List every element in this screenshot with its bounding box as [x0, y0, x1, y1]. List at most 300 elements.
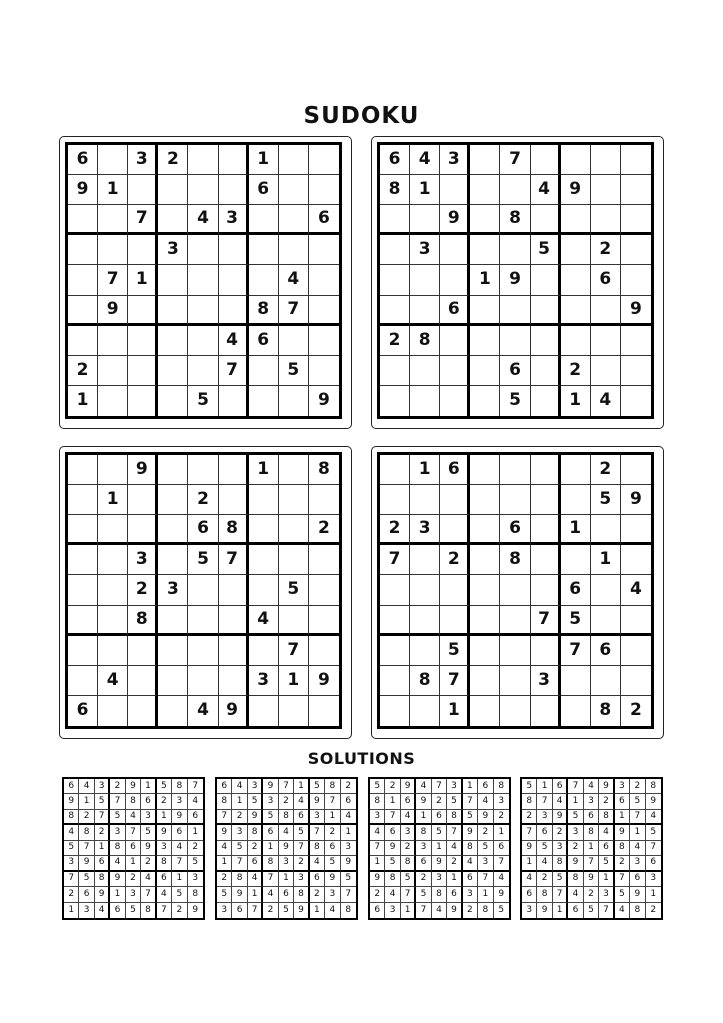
sudoku-cell: 7 — [141, 887, 156, 902]
sudoku-cell: 6 — [584, 810, 599, 825]
sudoku-cell: 8 — [110, 841, 125, 856]
sudoku-cell — [188, 145, 218, 175]
sudoku-cell: 1 — [68, 386, 98, 416]
sudoku-cell: 8 — [478, 903, 493, 918]
sudoku-cell: 5 — [416, 887, 431, 902]
sudoku-cell: 1 — [447, 872, 462, 887]
sudoku-cell: 4 — [279, 825, 294, 840]
sudoku-cell: 6 — [591, 265, 621, 295]
sudoku-cell: 1 — [522, 856, 537, 871]
sudoku-cell: 6 — [401, 794, 416, 809]
sudoku-cell — [158, 265, 188, 295]
sudoku-cell — [410, 606, 440, 636]
sudoku-cell: 5 — [141, 825, 156, 840]
sudoku-cell: 7 — [341, 887, 356, 902]
sudoku-cell: 7 — [126, 825, 141, 840]
sudoku-cell: 4 — [232, 779, 247, 794]
sudoku-cell: 2 — [401, 841, 416, 856]
sudoku-cell: 7 — [279, 296, 309, 326]
sudoku-cell: 9 — [95, 887, 110, 902]
sudoku-cell: 1 — [188, 825, 203, 840]
sudoku-cell — [410, 296, 440, 326]
sudoku-cell: 8 — [568, 872, 583, 887]
sudoku-cell: 1 — [553, 903, 568, 918]
sudoku-cell: 5 — [584, 903, 599, 918]
sudoku-cell: 2 — [110, 779, 125, 794]
sudoku-cell: 4 — [447, 841, 462, 856]
sudoku-cell: 9 — [568, 856, 583, 871]
sudoku-cell: 3 — [249, 666, 279, 696]
sudoku-cell: 8 — [345, 904, 352, 915]
sudoku-cell — [500, 455, 530, 485]
sudoku-cell — [279, 545, 309, 575]
sudoku-cell: 9 — [621, 296, 651, 326]
sudoku-cell: 8 — [537, 887, 552, 902]
sudoku-cell: 6 — [79, 887, 94, 902]
sudoku-cell: 2 — [447, 856, 462, 871]
sudoku-cell — [249, 636, 279, 666]
sudoku-cell: 2 — [294, 856, 309, 871]
sudoku-cell: 4 — [401, 810, 416, 825]
sudoku-cell: 8 — [553, 856, 568, 871]
sudoku-cell: 2 — [584, 887, 599, 902]
sudoku-cell — [219, 265, 249, 295]
sudoku-cell — [309, 485, 339, 515]
sudoku-cell: 9 — [279, 841, 294, 856]
sudoku-cell — [98, 575, 128, 605]
sudoku-cell — [591, 175, 621, 205]
sudoku-cell: 4 — [630, 841, 645, 856]
sudoku-cell: 9 — [478, 810, 493, 825]
sudoku-cell: 7 — [494, 856, 509, 871]
sudoku-cell: 3 — [568, 825, 583, 840]
sudoku-cell: 1 — [263, 841, 278, 856]
sudoku-cell — [410, 545, 440, 575]
sudoku-cell: 2 — [309, 515, 339, 545]
sudoku-cell: 2 — [630, 700, 642, 721]
sudoku-cell: 2 — [157, 794, 172, 809]
sudoku-cell: 2 — [615, 856, 630, 871]
sudoku-cell — [531, 326, 561, 356]
sudoku-cell: 6 — [217, 779, 232, 794]
sudoku-cell: 6 — [126, 841, 141, 856]
sudoku-cell: 6 — [478, 779, 493, 794]
sudoku-cell — [309, 356, 339, 386]
sudoku-cell — [380, 205, 410, 235]
sudoku-cell — [621, 205, 651, 235]
sudoku-cell: 8 — [172, 779, 187, 794]
sudoku-cell — [470, 326, 500, 356]
sudoku-cell — [621, 606, 651, 636]
sudoku-cell: 5 — [630, 794, 645, 809]
sudoku-cell: 3 — [432, 872, 447, 887]
sudoku-cell: 6 — [385, 825, 400, 840]
sudoku-cell — [500, 326, 530, 356]
sudoku-cell: 1 — [561, 515, 591, 545]
sudoku-cell — [98, 356, 128, 386]
sudoku-cell: 4 — [522, 872, 537, 887]
sudoku-cell: 6 — [249, 175, 279, 205]
sudoku-cell: 9 — [432, 856, 447, 871]
puzzle-2-grid — [377, 142, 654, 419]
sudoku-cell: 6 — [279, 887, 294, 902]
sudoku-cell: 6 — [630, 872, 645, 887]
sudoku-cell — [219, 145, 249, 175]
sudoku-cell — [410, 356, 440, 386]
sudoku-cell: 2 — [141, 856, 156, 871]
sudoku-cell — [380, 575, 410, 605]
sudoku-cell: 3 — [141, 810, 156, 825]
sudoku-cell: 7 — [561, 636, 591, 666]
sudoku-cell: 5 — [646, 825, 661, 840]
sudoku-cell — [561, 485, 591, 515]
sudoku-cell — [440, 575, 470, 605]
sudoku-cell — [470, 386, 500, 416]
sudoku-cell: 7 — [294, 841, 309, 856]
sudoku-cell: 2 — [380, 326, 410, 356]
sudoku-cell: 8 — [410, 666, 440, 696]
sudoku-cell: 8 — [188, 887, 203, 902]
sudoku-cell: 9 — [217, 825, 232, 840]
sudoku-cell: 9 — [248, 810, 263, 825]
sudoku-cell: 7 — [385, 810, 400, 825]
sudoku-cell: 1 — [440, 696, 470, 726]
sudoku-cell: 3 — [410, 515, 440, 545]
sudoku-cell: 1 — [249, 455, 279, 485]
sudoku-cell — [470, 485, 500, 515]
sudoku-cell: 2 — [463, 903, 478, 918]
sudoku-cell: 8 — [370, 794, 385, 809]
sudoku-cell — [128, 386, 158, 416]
sudoku-cell — [470, 356, 500, 386]
sudoku-cell: 1 — [217, 856, 232, 871]
sudoku-cell: 4 — [599, 825, 614, 840]
sudoku-cell: 6 — [249, 326, 279, 356]
sudoku-cell: 3 — [522, 903, 537, 918]
sudoku-cell: 5 — [126, 903, 141, 918]
sudoku-cell — [500, 175, 530, 205]
sudoku-cell — [591, 515, 621, 545]
sudoku-cell: 2 — [385, 779, 400, 794]
sudoku-cell — [219, 386, 249, 416]
sudoku-cell: 8 — [463, 841, 478, 856]
sudoku-cell: 9 — [630, 887, 645, 902]
sudoku-cell: 4 — [410, 145, 440, 175]
sudoku-cell: 5 — [263, 810, 278, 825]
sudoku-cell — [68, 485, 98, 515]
sudoku-cell: 9 — [646, 794, 661, 809]
sudoku-cell: 7 — [522, 825, 537, 840]
sudoku-cell: 8 — [416, 825, 431, 840]
sudoku-cell: 6 — [310, 872, 325, 887]
sudoku-cell — [410, 205, 440, 235]
sudoku-cell: 4 — [79, 779, 94, 794]
sudoku-cell — [470, 145, 500, 175]
sudoku-cell — [500, 696, 530, 726]
sudoku-cell: 9 — [263, 779, 278, 794]
sudoku-cell: 1 — [646, 887, 661, 902]
sudoku-cell — [279, 515, 309, 545]
sudoku-cell: 4 — [188, 696, 218, 726]
sudoku-cell — [410, 696, 440, 726]
sudoku-cell: 9 — [79, 856, 94, 871]
sudoku-cell: 5 — [440, 636, 470, 666]
sudoku-cell — [500, 235, 530, 265]
sudoku-cell: 5 — [401, 872, 416, 887]
sudoku-cell: 3 — [584, 794, 599, 809]
sudoku-cell — [561, 455, 591, 485]
sudoku-cell — [591, 575, 621, 605]
sudoku-cell: 8 — [263, 856, 278, 871]
sudoku-cell — [128, 696, 158, 726]
sudoku-cell — [309, 636, 339, 666]
sudoku-cell — [158, 515, 188, 545]
sudoku-cell — [380, 386, 410, 416]
sudoku-cell — [219, 636, 249, 666]
sudoku-cell: 1 — [294, 779, 309, 794]
sudoku-cell: 3 — [537, 810, 552, 825]
sudoku-cell — [188, 296, 218, 326]
sudoku-cell — [68, 326, 98, 356]
sudoku-cell: 3 — [463, 887, 478, 902]
sudoku-cell: 9 — [68, 175, 98, 205]
sudoku-cell: 4 — [325, 903, 340, 918]
sudoku-cell: 1 — [416, 810, 431, 825]
sudoku-cell: 8 — [219, 515, 249, 545]
sudoku-cell: 1 — [599, 872, 614, 887]
sudoku-cell: 5 — [157, 779, 172, 794]
sudoku-cell: 8 — [79, 825, 94, 840]
sudoku-cell: 5 — [310, 779, 325, 794]
sudoku-cell: 1 — [494, 825, 509, 840]
sudoku-cell: 3 — [410, 235, 440, 265]
sudoku-cell: 2 — [380, 515, 410, 545]
sudoku-cell — [219, 455, 249, 485]
sudoku-cell — [249, 235, 279, 265]
sudoku-cell — [98, 606, 128, 636]
sudoku-cell: 7 — [79, 841, 94, 856]
sudoku-cell: 6 — [500, 356, 530, 386]
sudoku-cell — [68, 545, 98, 575]
sudoku-cell: 8 — [279, 810, 294, 825]
sudoku-cell: 7 — [64, 872, 79, 887]
sudoku-cell: 3 — [110, 825, 125, 840]
sudoku-cell — [279, 235, 309, 265]
sudoku-cell: 3 — [630, 856, 645, 871]
sudoku-cell: 1 — [98, 485, 128, 515]
sudoku-cell: 3 — [279, 856, 294, 871]
sudoku-cell — [249, 386, 279, 416]
sudoku-cell: 5 — [385, 856, 400, 871]
sudoku-cell — [98, 205, 128, 235]
sudoku-cell — [219, 175, 249, 205]
puzzle-2-frame — [371, 136, 664, 429]
sudoku-cell: 7 — [531, 606, 561, 636]
sudoku-cell: 8 — [157, 856, 172, 871]
sudoku-cell: 4 — [98, 666, 128, 696]
sudoku-cell: 3 — [188, 872, 203, 887]
sudoku-cell: 1 — [385, 794, 400, 809]
sudoku-cell: 7 — [217, 810, 232, 825]
sudoku-cell: 3 — [219, 205, 249, 235]
sudoku-cell — [279, 485, 309, 515]
sudoku-cell — [309, 326, 339, 356]
sudoku-cell: 9 — [219, 696, 249, 726]
sudoku-cell — [158, 485, 188, 515]
sudoku-cell: 3 — [217, 903, 232, 918]
sudoku-cell — [279, 455, 309, 485]
sudoku-cell — [309, 696, 339, 726]
sudoku-cell — [531, 205, 561, 235]
sudoku-cell: 2 — [95, 825, 110, 840]
sudoku-cell — [410, 265, 440, 295]
sudoku-cell — [158, 296, 188, 326]
sudoku-cell: 7 — [263, 872, 278, 887]
sudoku-cell: 2 — [440, 545, 470, 575]
sudoku-cell: 4 — [157, 887, 172, 902]
sudoku-cell: 9 — [64, 794, 79, 809]
sudoku-cell — [531, 696, 561, 726]
sudoku-cell: 7 — [646, 841, 661, 856]
sudoku-cell — [98, 636, 128, 666]
sudoku-cell: 2 — [158, 145, 188, 175]
sudoku-cell: 7 — [232, 856, 247, 871]
sudoku-cell: 2 — [432, 794, 447, 809]
sudoku-cell — [158, 326, 188, 356]
sudoku-cell: 6 — [232, 903, 247, 918]
sudoku-cell: 7 — [95, 810, 110, 825]
sudoku-cell: 4 — [279, 265, 309, 295]
sudoku-cell: 7 — [432, 779, 447, 794]
sudoku-cell: 1 — [568, 794, 583, 809]
sudoku-cell: 6 — [68, 145, 98, 175]
sudoku-cell: 5 — [599, 856, 614, 871]
sudoku-cell: 2 — [188, 485, 218, 515]
sudoku-cell: 6 — [615, 794, 630, 809]
sudoku-cell: 4 — [584, 779, 599, 794]
sudoku-cell — [68, 606, 98, 636]
sudoku-cell — [219, 606, 249, 636]
sudoku-cell: 8 — [494, 779, 509, 794]
sudoku-cell: 7 — [478, 872, 493, 887]
sudoku-cell: 9 — [192, 904, 199, 915]
sudoku-cell: 5 — [531, 235, 561, 265]
sudoku-cell — [410, 636, 440, 666]
sudoku-cell: 1 — [141, 779, 156, 794]
sudoku-cell: 9 — [126, 779, 141, 794]
sudoku-cell — [561, 696, 591, 726]
sudoku-cell — [621, 666, 651, 696]
sudoku-cell — [380, 666, 410, 696]
sudoku-cell: 9 — [584, 872, 599, 887]
sudoku-cell: 3 — [646, 872, 661, 887]
sudoku-cell: 3 — [95, 779, 110, 794]
sudoku-cell — [68, 296, 98, 326]
sudoku-cell: 4 — [249, 606, 279, 636]
sudoku-cell — [410, 575, 440, 605]
sudoku-cell: 8 — [385, 872, 400, 887]
sudoku-cell — [440, 235, 470, 265]
sudoku-cell: 2 — [64, 887, 79, 902]
sudoku-cell: 3 — [615, 779, 630, 794]
sudoku-cell: 8 — [410, 326, 440, 356]
sudoku-cell: 7 — [98, 265, 128, 295]
sudoku-cell — [380, 696, 410, 726]
sudoku-cell: 5 — [232, 841, 247, 856]
sudoku-cell: 8 — [646, 779, 661, 794]
sudoku-cell: 5 — [498, 904, 505, 915]
sudoku-cell — [440, 356, 470, 386]
sudoku-cell: 5 — [188, 856, 203, 871]
sudoku-cell — [158, 545, 188, 575]
sudoku-cell — [410, 386, 440, 416]
sudoku-cell — [128, 326, 158, 356]
sudoku-cell: 2 — [79, 810, 94, 825]
sudoku-cell — [621, 265, 651, 295]
sudoku-cell — [128, 485, 158, 515]
sudoku-cell: 2 — [591, 235, 621, 265]
sudoku-cell: 1 — [325, 810, 340, 825]
sudoku-cell — [410, 485, 440, 515]
sudoku-cell: 1 — [110, 887, 125, 902]
sudoku-cell: 6 — [325, 841, 340, 856]
sudoku-cell: 3 — [341, 841, 356, 856]
sudoku-cell — [591, 326, 621, 356]
sudoku-cell: 1 — [478, 887, 493, 902]
sudoku-cell — [531, 356, 561, 386]
sudoku-cell — [219, 296, 249, 326]
sudoku-cell: 3 — [79, 903, 94, 918]
sudoku-cell: 7 — [310, 825, 325, 840]
sudoku-cell — [68, 515, 98, 545]
sudoku-cell: 3 — [599, 887, 614, 902]
sudoku-cell: 7 — [370, 841, 385, 856]
sudoku-cell: 1 — [64, 903, 79, 918]
sudoku-cell: 8 — [141, 903, 156, 918]
sudoku-cell: 5 — [522, 779, 537, 794]
sudoku-cell: 1 — [615, 810, 630, 825]
sudoku-cell: 6 — [141, 794, 156, 809]
sudoku-cell: 1 — [172, 872, 187, 887]
sudoku-cell: 5 — [279, 575, 309, 605]
sudoku-cell: 5 — [79, 872, 94, 887]
sudoku-cell: 1 — [584, 841, 599, 856]
sudoku-cell: 6 — [494, 841, 509, 856]
sudoku-cell — [249, 575, 279, 605]
sudoku-cell: 2 — [188, 841, 203, 856]
sudoku-cell: 2 — [279, 794, 294, 809]
sudoku-cell — [158, 696, 188, 726]
sudoku-cell: 9 — [98, 296, 128, 326]
sudoku-cell: 6 — [188, 810, 203, 825]
sudoku-cell — [531, 296, 561, 326]
sudoku-cell: 4 — [385, 887, 400, 902]
sudoku-cell — [219, 235, 249, 265]
sudoku-cell — [279, 145, 309, 175]
sudoku-cell: 4 — [172, 841, 187, 856]
sudoku-cell: 5 — [294, 825, 309, 840]
sudoku-cell: 9 — [401, 779, 416, 794]
sudoku-cell: 3 — [157, 841, 172, 856]
sudoku-cell: 9 — [370, 872, 385, 887]
sudoku-cell: 9 — [416, 794, 431, 809]
sudoku-cell — [561, 145, 591, 175]
sudoku-cell — [621, 145, 651, 175]
sudoku-cell — [380, 455, 410, 485]
sudoku-cell: 6 — [341, 794, 356, 809]
sudoku-cell: 5 — [95, 794, 110, 809]
sudoku-cell: 1 — [463, 779, 478, 794]
